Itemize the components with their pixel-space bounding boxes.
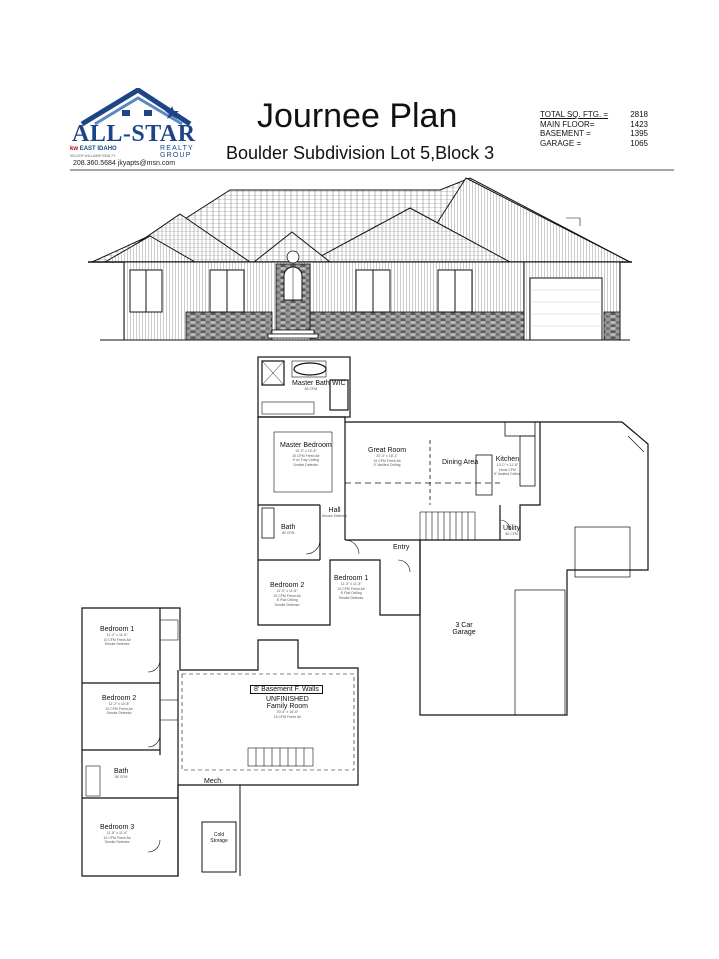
room-basement-bath: Bath 80 CFM <box>114 768 129 779</box>
stat-row: BASEMENT = 1395 <box>540 129 648 138</box>
room-kitchen: Kitchen 13'-0" x 11'-8" Hood CFM 9' Vaulted Ceiling <box>494 456 521 476</box>
room-cold-storage: Cold Storage <box>210 832 228 844</box>
brand-name: ALL-STAR <box>72 121 196 147</box>
room-master-bath: Master Bath 80 CFM <box>292 380 330 391</box>
room-hall: Hall Smoke Detector <box>322 507 348 518</box>
plan-title: Journee Plan <box>257 97 458 135</box>
room-master-bedroom: Master Bedroom 13'-0" x 15'-6" 10 CFM Fresh Air 9' w/ Tray Ceiling Smoke Detector <box>280 442 332 467</box>
room-garage: 3 Car Garage <box>452 622 476 636</box>
basement-walls-note: 8' Basement F. Walls <box>250 685 323 694</box>
contact-info: 208.360.5684 jkyapts@msn.com <box>73 160 176 167</box>
garage-door <box>530 278 602 340</box>
room-bath: Bath 80 CFM <box>281 524 296 535</box>
plan-subtitle: Boulder Subdivision Lot 5,Block 3 <box>226 143 495 163</box>
stat-row: MAIN FLOOR= 1423 <box>540 119 648 129</box>
room-wic: WIC <box>332 380 346 387</box>
stat-row: TOTAL SQ. FTG. = 2818 <box>540 110 648 119</box>
room-mech: Mech. <box>204 778 224 785</box>
stat-row: GARAGE = 1065 <box>540 138 648 148</box>
brokerage-name: KELLER WILLIAMS REALTY <box>70 154 116 158</box>
room-bedroom-1: Bedroom 1 11'-0" x 11'-8" 10 CFM Fresh Air 8' Flat Ceiling Smoke Detector <box>334 575 369 600</box>
front-elevation <box>88 178 632 340</box>
room-entry: Entry <box>393 544 410 551</box>
room-basement-bedroom-3: Bedroom 3 11'-8" x 11'-6" 10 CFM Fresh Air Smoke Detector <box>100 824 135 844</box>
room-utility: Utility 80 CFM <box>503 525 521 536</box>
room-basement-bedroom-1: Bedroom 1 11'-2" x 11'-6" 10 CFM Fresh Air Smoke Detector <box>100 626 135 646</box>
room-dining-area: Dining Area <box>442 459 479 466</box>
room-bedroom-2: Bedroom 2 11'-0" x 11'-6" 10 CFM Fresh Air 8' Flat Ceiling Smoke Detector <box>270 582 305 607</box>
kw-logo: kw EAST IDAHO <box>70 146 117 152</box>
main-floor-plan <box>258 357 648 715</box>
brand-tagline: REALTY GROUP <box>160 145 194 159</box>
room-family-room: UNFINISHED Family Room 20'-6" x 16'-6" 15 CFM Fresh Air <box>266 696 309 719</box>
room-basement-bedroom-2: Bedroom 2 11'-2" x 10'-8" 10 CFM Fresh Air Smoke Detector <box>102 695 137 715</box>
room-great-room: Great Room 20'-0" x 18'-1" 15 CFM Fresh Air 9' Vaulted Ceiling <box>368 447 407 467</box>
